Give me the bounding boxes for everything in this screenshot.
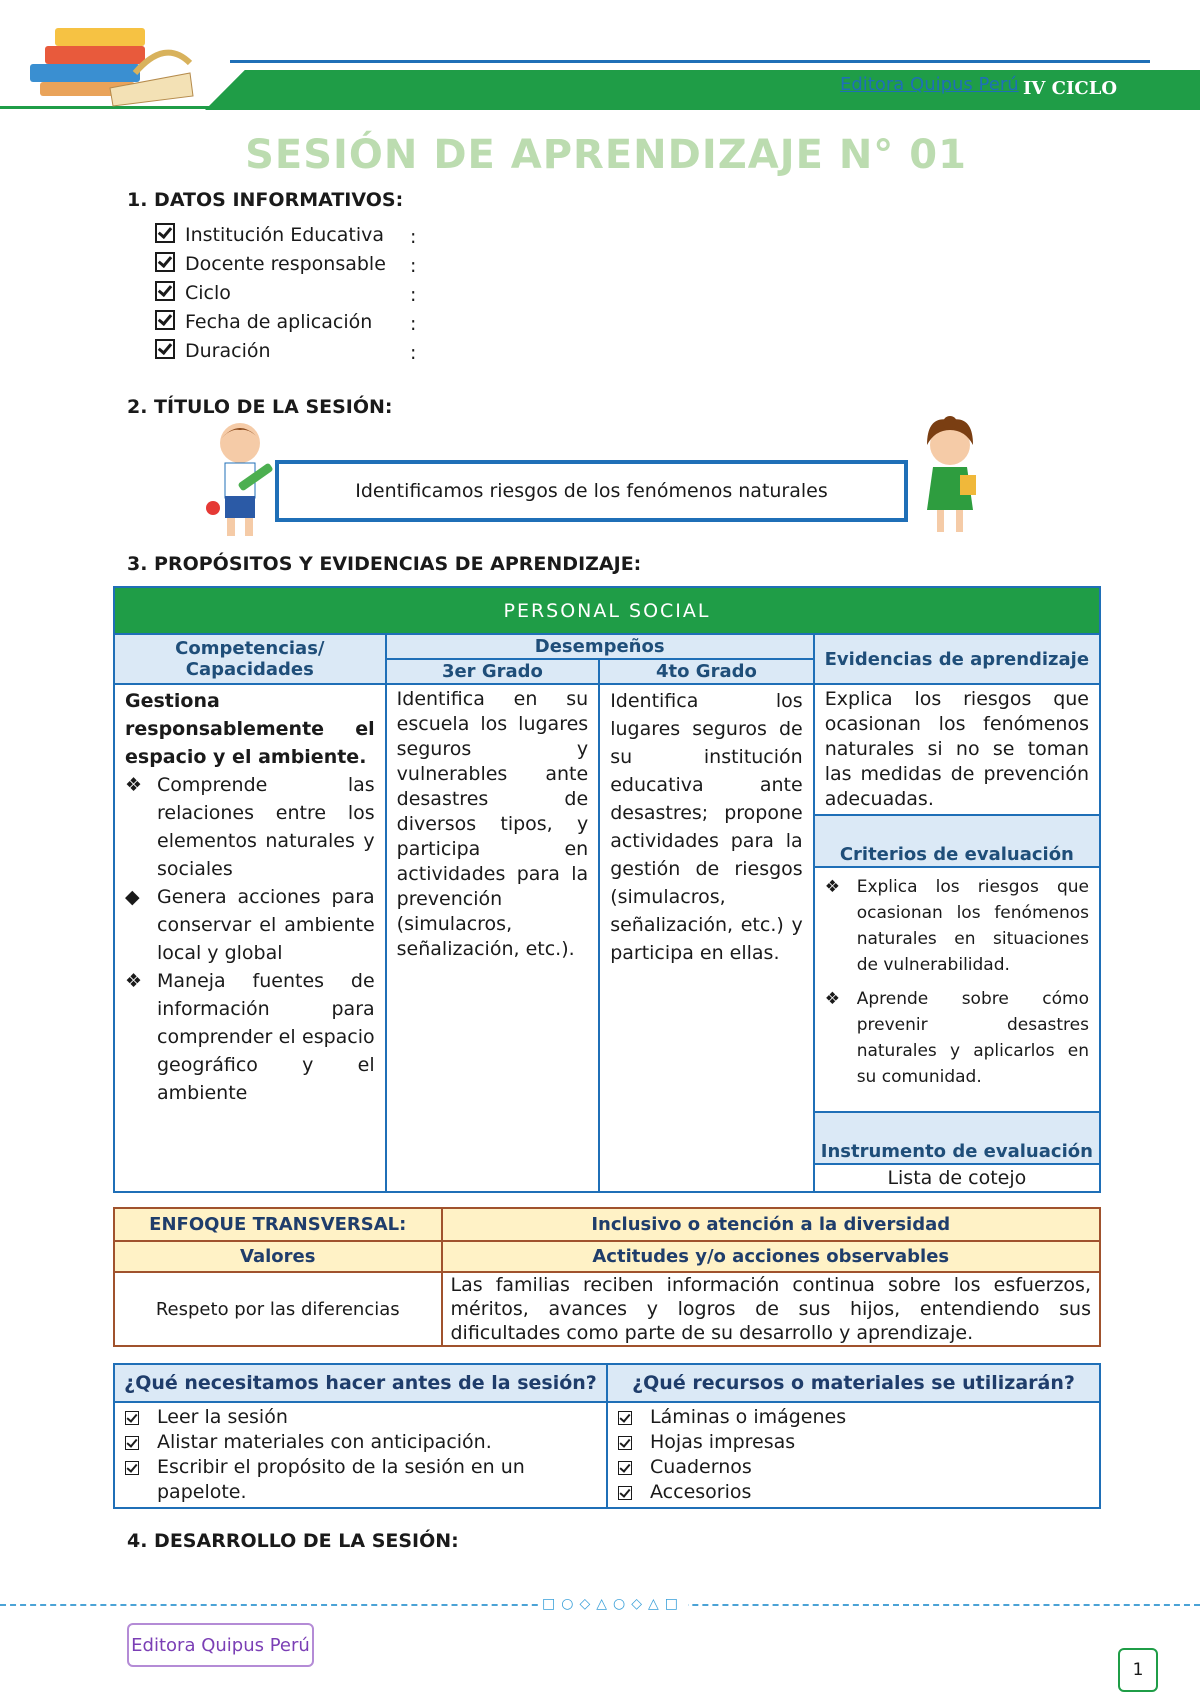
info-colons: : : : : : [410,226,417,364]
boy-character-icon [205,418,275,543]
col-grado-3: 3er Grado [386,659,600,684]
antes-item: Leer la sesión [125,1405,596,1430]
checkbox-icon [618,1486,632,1500]
criterios-heading: Criterios de evaluación [814,815,1100,867]
cycle-label: IV CICLO [1023,78,1118,99]
instrumento-cell: Lista de cotejo [814,1164,1100,1192]
desempeno-4-cell: Identifica los lugares seguros de su institución educativa ante desastres; propone actividades para la gestión de riesgos (simulacros, señalización, etc.) y participa en ellas. [599,684,814,1192]
footer-publisher: Editora Quipus Perú [127,1623,314,1667]
actitudes-heading: Actitudes y/o acciones observables [442,1241,1101,1272]
recurso-item: Hojas impresas [618,1430,1089,1455]
info-item: Institución Educativa [155,223,386,252]
diamond-bullet-icon: ❖ [824,877,840,897]
antes-list [114,1402,607,1508]
section-1-heading: 1. DATOS INFORMATIVOS: [127,189,404,211]
actitud-cell: Las familias reciben información continua sobre los esfuerzos, méritos, avances y logros de sus hijos, entendiendo sus dificultades como parte de su desarrollo y aprendizaje. [442,1272,1101,1346]
section-4-heading: 4. DESARROLLO DE LA SESIÓN: [127,1530,459,1552]
decorative-shapes-icon: □○◇△○◇△□ [538,1596,688,1612]
col-competencias: Competencias/ Capacidades [114,634,386,684]
col-evidencias: Evidencias de aprendizaje [814,634,1100,684]
antes-item: Alistar materiales con anticipación. [125,1430,596,1455]
competencias-cell [114,684,386,1192]
recurso-item: Accesorios [618,1480,1089,1505]
recurso-item: Cuadernos [618,1455,1089,1480]
diamond-bullet-icon: ◆ [125,886,140,908]
valor-cell: Respeto por las diferencias [114,1272,442,1346]
preparation-table [113,1363,1101,1509]
checkbox-icon [125,1461,139,1475]
checkbox-icon [125,1436,139,1450]
girl-character-icon [915,415,985,545]
criterios-cell [814,867,1100,1112]
instrumento-heading: Instrumento de evaluación [814,1112,1100,1164]
col-desempenos: Desempeños [386,634,814,659]
section-2-heading: 2. TÍTULO DE LA SESIÓN: [127,396,393,418]
diamond-bullet-icon: ❖ [125,774,143,796]
evidencia-cell: Explica los riesgos que ocasionan los fenómenos naturales si no se toman las medidas de prevención adecuadas. [814,684,1100,815]
header-top-line [230,60,1150,63]
diamond-bullet-icon: ❖ [125,970,143,992]
col-grado-4: 4to Grado [599,659,814,684]
diamond-bullet-icon: ❖ [824,989,840,1009]
capacidad-item: ❖ Maneja fuentes de información para comprender el espacio geográfico y el ambiente [125,967,375,1107]
criterio-item: ❖ Aprende sobre cómo prevenir desastres naturales y aplicarlos en su comunidad. [825,986,1089,1090]
checkbox-icon [618,1436,632,1450]
checkbox-icon [618,1411,632,1425]
info-item: Duración [155,339,386,368]
recursos-heading: ¿Qué recursos o materiales se utilizarán? [607,1364,1100,1402]
session-title-box: Identificamos riesgos de los fenómenos naturales [275,460,908,522]
info-item: Ciclo [155,281,386,310]
page-title: SESIÓN DE APRENDIZAJE N° 01 [245,132,967,178]
desempeno-3-cell: Identifica en su escuela los lugares seguros y vulnerables ante desastres de diversos tipos, y participa en actividades para la prevención (simulacros, señalización, etc.). [386,684,600,1192]
books-logo-icon [15,18,205,108]
purposes-table [113,586,1101,1193]
info-item: Docente responsable [155,252,386,281]
enfoque-value: Inclusivo o atención a la diversidad [442,1208,1101,1241]
enfoque-label: ENFOQUE TRANSVERSAL: [114,1208,442,1241]
info-item: Fecha de aplicación [155,310,386,339]
capacidad-item: ❖ Comprende las relaciones entre los elementos naturales y sociales [125,771,375,883]
checkbox-icon [155,281,175,301]
competencia-text: Gestiona responsablemente el espacio y el ambiente. [125,690,375,768]
capacidad-item: ◆ Genera acciones para conservar el ambiente local y global [125,883,375,967]
checkbox-icon [125,1411,139,1425]
checkbox-icon [155,339,175,359]
info-list [155,223,386,368]
section-3-heading: 3. PROPÓSITOS Y EVIDENCIAS DE APRENDIZAJE: [127,553,642,575]
criterio-item: ❖ Explica los riesgos que ocasionan los fenómenos naturales en situaciones de vulnerabilidad. [825,874,1089,978]
area-header: PERSONAL SOCIAL [114,587,1100,634]
checkbox-icon [155,223,175,243]
antes-heading: ¿Qué necesitamos hacer antes de la sesión? [114,1364,607,1402]
checkbox-icon [155,252,175,272]
enfoque-table [113,1207,1101,1347]
valores-heading: Valores [114,1241,442,1272]
antes-item: Escribir el propósito de la sesión en un papelote. [125,1455,596,1505]
recurso-item: Láminas o imágenes [618,1405,1089,1430]
recursos-list [607,1402,1100,1508]
publisher-link[interactable]: Editora Quipus Perú [840,74,1019,95]
page-number: 1 [1118,1648,1158,1692]
checkbox-icon [618,1461,632,1475]
checkbox-icon [155,310,175,330]
